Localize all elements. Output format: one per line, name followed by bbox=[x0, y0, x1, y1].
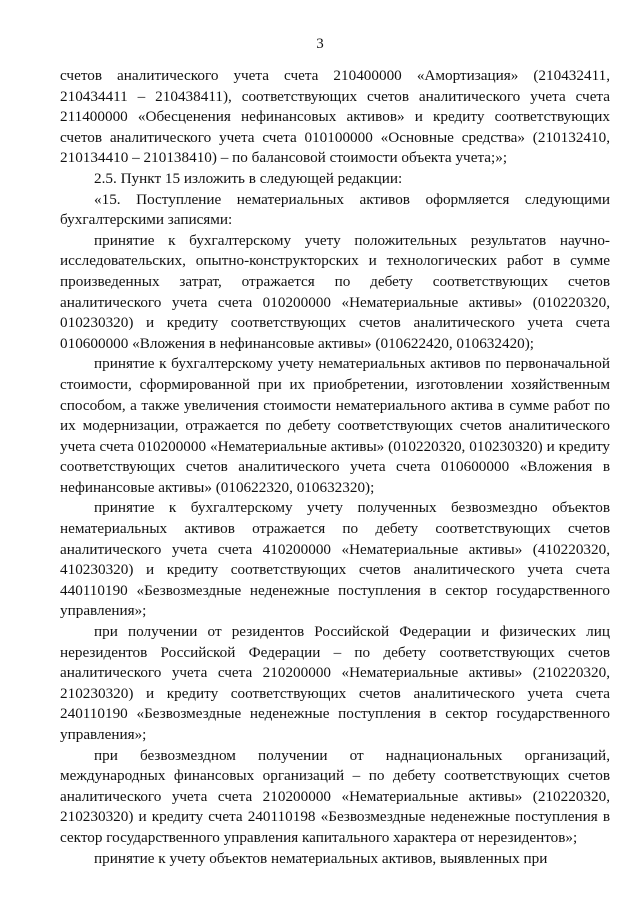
paragraph-point-15: «15. Поступление нематериальных активов оформляется следующими бухгалтерскими записями: bbox=[60, 190, 610, 229]
paragraph-free-receipt: принятие к бухгалтерскому учету полученных безвозмездно объектов нематериальных активов отражается по дебету соответствующих счетов аналитического учета счета 410200000 «Нематериальные активы» (410220320, 410230320) и кредиту соответствующих счетов аналитического учета счета 440110190 «Безвозмездные неденежные поступления в сектор государственного управления»; bbox=[60, 499, 610, 620]
paragraph-supranational: при безвозмездном получении от наднациональных организаций, международных финансовых организаций – по дебету соответствующих счетов аналитического учета счета 210200000 «Нематериальные активы» (210220320, 210230320) и кредиту счета 240110198 «Безвозмездные неденежные поступления в сектор государственного управления капитального характера от нерезидентов»; bbox=[60, 746, 610, 846]
paragraph-continuation: счетов аналитического учета счета 210400000 «Амортизация» (210432411, 210434411 – 210438411), соответствующих счетов аналитического учета счета 211400000 «Обесценения нефинансовых активов» и кредиту соответствующих счетов аналитического учета счета 010100000 «Основные средства» (210132410, 210134410 – 210138410) – по балансовой стоимости объекта учета;»; bbox=[60, 67, 610, 167]
paragraph-residents: при получении от резидентов Российской Федерации и физических лиц нерезидентов Российской Федерации – по дебету соответствующих счетов аналитического учета счета 210200000 «Нематериальные активы» (210220320, 210230320) и кредиту соответствующих счетов аналитического учета счета 240110190 «Безвозмездные неденежные поступления в сектор государственного управления»; bbox=[60, 623, 610, 743]
paragraph-identified-assets: принятие к учету объектов нематериальных активов, выявленных при bbox=[94, 849, 548, 867]
paragraph-rnd-results: принятие к бухгалтерскому учету положительных результатов научно-исследовательских, опытно-конструкторских и технологических работ в сумме произведенных затрат, отражается по дебету соответствующих счетов аналитического учета счета 010200000 «Нематериальные активы» (010220320, 010230320) и кредиту соответствующих счетов аналитического учета счета 010600000 «Вложения в нефинансовые активы» (010622420, 010632420); bbox=[60, 231, 610, 352]
document-body bbox=[60, 66, 610, 869]
paragraph-initial-cost: принятие к бухгалтерскому учету нематериальных активов по первоначальной стоимости, сформированной при их приобретении, изготовлении хозяйственным способом, а также увеличения стоимости нематериального актива в сумме работ по их модернизации, отражается по дебету соответствующих счетов аналитического учета счета 010200000 «Нематериальные активы» (010220320, 010230320) и кредиту соответствующих счетов аналитического учета счета 010600000 «Вложения в нефинансовые активы» (010622320, 010632320); bbox=[60, 355, 610, 496]
paragraph-item-2-5: 2.5. Пункт 15 изложить в следующей редакции: bbox=[94, 169, 403, 187]
page-number: 3 bbox=[316, 36, 324, 52]
